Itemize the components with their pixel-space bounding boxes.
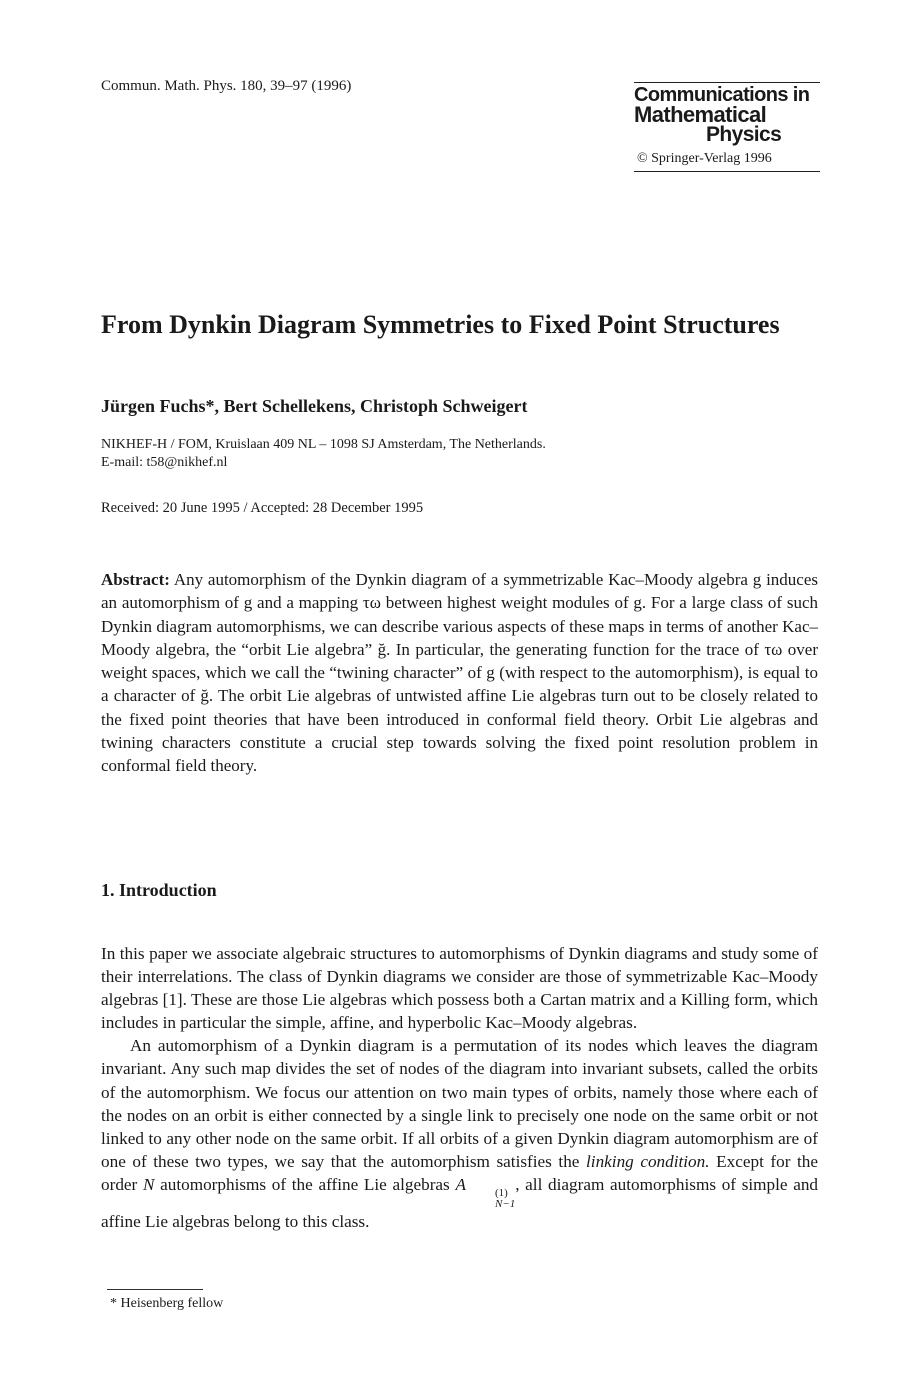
paper-title: From Dynkin Diagram Symmetries to Fixed Point Structures <box>101 310 780 339</box>
journal-name-line3: Physics <box>706 123 782 146</box>
section-body <box>101 942 818 1233</box>
journal-masthead <box>634 82 820 172</box>
intro-paragraph-2: An automorphism of a Dynkin diagram is a permutation of its nodes which leaves the diagram invariant. Any such map divides the set of nodes of the diagram into invariant subsets, called the orbits of the automorphism. We focus our attention on two main types of orbits, namely those where each of the nodes on an orbit is either connected by a single link to precisely one node on the same orbit or not linked to any other node on the same orbit. If all orbits of a given Dynkin diagram automorphism are of one of these two types, we say that the automorphism satisfies the linking condition. Except for the order N automorphisms of the affine Lie algebras A (1) N−1 , all diagram automorphisms of simple and affine Lie algebras belong to this class. <box>101 1036 819 1231</box>
author-list: Jürgen Fuchs*, Bert Schellekens, Christoph Schweigert <box>101 396 528 416</box>
abstract <box>101 568 818 778</box>
math-variable-n: N <box>142 1174 155 1194</box>
journal-citation: Commun. Math. Phys. 180, 39–97 (1996) <box>101 78 352 94</box>
journal-name-line1: Communications in <box>634 84 810 106</box>
math-affine-algebra: A (1) N−1 <box>455 1174 516 1210</box>
copyright-notice: © Springer-Verlag 1996 <box>637 151 772 166</box>
footnote <box>110 1296 223 1312</box>
footnote-text: Heisenberg fellow <box>120 1296 224 1311</box>
emphasis-linking-condition: linking condition. <box>586 1151 710 1171</box>
footnote-mark: * <box>110 1296 117 1311</box>
received-dates: Received: 20 June 1995 / Accepted: 28 December 1995 <box>101 500 424 516</box>
abstract-label: Abstract: <box>101 570 170 589</box>
abstract-text: Any automorphism of the Dynkin diagram of a symmetrizable Kac–Moody algebra g induces an automorphism of g and a mapping τω between highest weight modules of g. For a large class of such Dynkin diagram automorphisms, we can describe various aspects of these maps in terms of another Kac–Moody algebra, the “orbit Lie algebra” ğ. In particular, the generating function for the trace of τω over weight spaces, which we call the “twining character” of g (with respect to the automorphism), is equal to a character of ğ. The orbit Lie algebras of untwisted affine Lie algebras turn out to be closely related to the fixed point theories that have been introduced in conformal field theory. Orbit Lie algebras and twining characters constitute a crucial step towards solving the fixed point resolution problem in conformal field theory. <box>101 570 818 776</box>
affiliation-block <box>101 436 546 472</box>
author-email: E-mail: t58@nikhef.nl <box>101 455 228 470</box>
journal-name-line2: Mathematical <box>634 102 767 127</box>
footnote-divider <box>107 1289 203 1290</box>
section-heading: 1. Introduction <box>101 880 217 900</box>
affiliation: NIKHEF-H / FOM, Kruislaan 409 NL – 1098 SJ Amsterdam, The Netherlands. <box>101 437 546 452</box>
intro-paragraph-1: In this paper we associate algebraic structures to automorphisms of Dynkin diagrams and study some of their interrelations. The class of Dynkin diagrams we consider are those of symmetrizable Kac–Moody algebras [1]. These are those Lie algebras which possess both a Cartan matrix and a Killing form, which includes in particular the simple, affine, and hyperbolic Kac–Moody algebras. <box>101 944 818 1033</box>
